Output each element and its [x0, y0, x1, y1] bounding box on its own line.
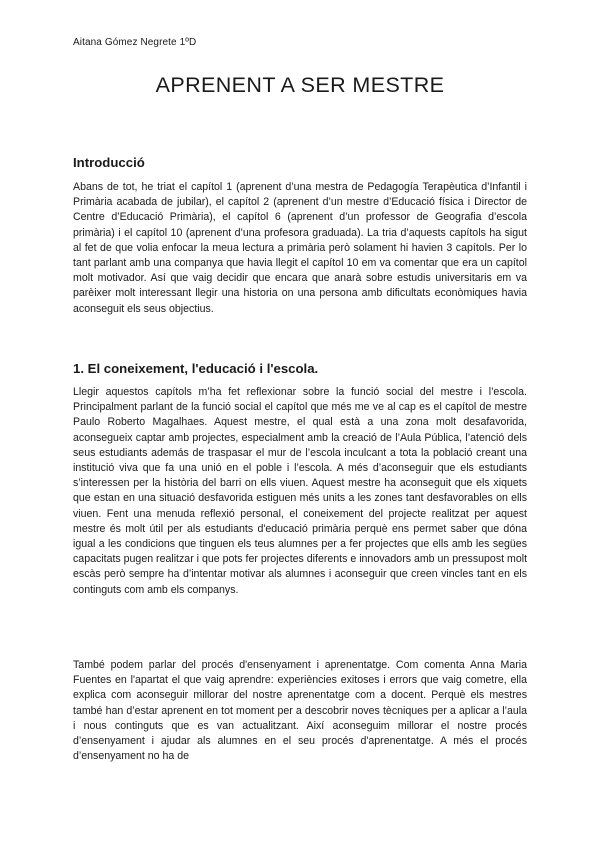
intro-paragraph: Abans de tot, he triat el capítol 1 (aprenent d’una mestra de Pedagogía Terapèutica d’Infantil i Primària acabada de jubilar), el capítol 2 (aprenent d’un mestre d’Educació física i Director de Centre d’Educació Primària), el capítol 6 (aprenent d’un professor de Geografia d’escola primària) i el capítol 10 (aprenent d’una profesora graduada). La tria d’aquests capítols ha sigut al fet de que volia enfocar la meua lectura a primària però solament hi havien 3 capítols. Per lo tant parlant amb una companya que havia llegit el capítol 10 em va comentar que era un capítol molt motivador. Así que vaig decidir que encara que anarà sobre estudis universitaris em va parèixer molt interessant llegir una historia on una persona amb dificultats econòmiques havia aconseguit els seus objectius. — [73, 181, 527, 315]
section-heading-knowledge: 1. El coneixement, l'educació i l'escola. — [73, 361, 319, 376]
document-title: APRENENT A SER MESTRE — [155, 73, 445, 97]
knowledge-paragraph-2: També podem parlar del procés d'ensenyament i aprenentatge. Com comenta Anna Maria Fuentes en l'apartat el que vaig aprendre: experiències exitoses i errors que vaig cometre, ella explica com aconseguir millorar del nostre aprenentatge com a docent. Perquè els mestres també han d’estar aprenent en tot moment per a descobrir noves tècniques per a aplicar a l’aula i nous continguts que es van actualitzant. Així aconseguim millorar el nostre procés d’ensenyament i ajudar als alumnes en el seu procés d'aprenentatge. A més el procés d’ensenyament no ha de — [73, 659, 527, 763]
author-header: Aitana Gómez Negrete 1ºD — [73, 37, 197, 48]
knowledge-paragraph-1: Llegir aquestos capítols m’ha fet reflexionar sobre la funció social del mestre i l’escola. Principalment parlant de la funció social el capítol que més me ve al cap es el capítol de mestre Paulo Roberto Magalhaes. Aquest mestre, el qual està a una zona molt desafavorida, aconsegueix captar amb projectes, especialment amb la creació de l’Aula Pública, l’atenció dels seus estudiants además de traspasar el mur de l’escola inculcant a tota la població creant una institució viva que fa una unió en el poble i l’escola. A més d’aconseguir que els estudiants s’interessen per la història del barri on ells viuen. Aquest mestre ha aconseguit que els xiquets que estan en una situació desfavorida estiguen més units a les zones tant desfavorables on ells viuen. Fent una menuda reflexió personal, el coneixement del projecte realitzat per aquest mestre és molt útil per als estudiants d'educació primària perquè ens permet saber que dóna igual a les condicions que tinguen els teus alumnes per a fer projectes que ells amb les segües capacitats pugen realitzar i que pots fer projectes diferents e innovadors amb un pressupost molt escàs però sempre ha d’intentar motivar als alumnes i aconseguir que creen vincles tant en els continguts com amb els companys. — [73, 386, 528, 596]
section-heading-intro: Introducció — [73, 155, 145, 170]
